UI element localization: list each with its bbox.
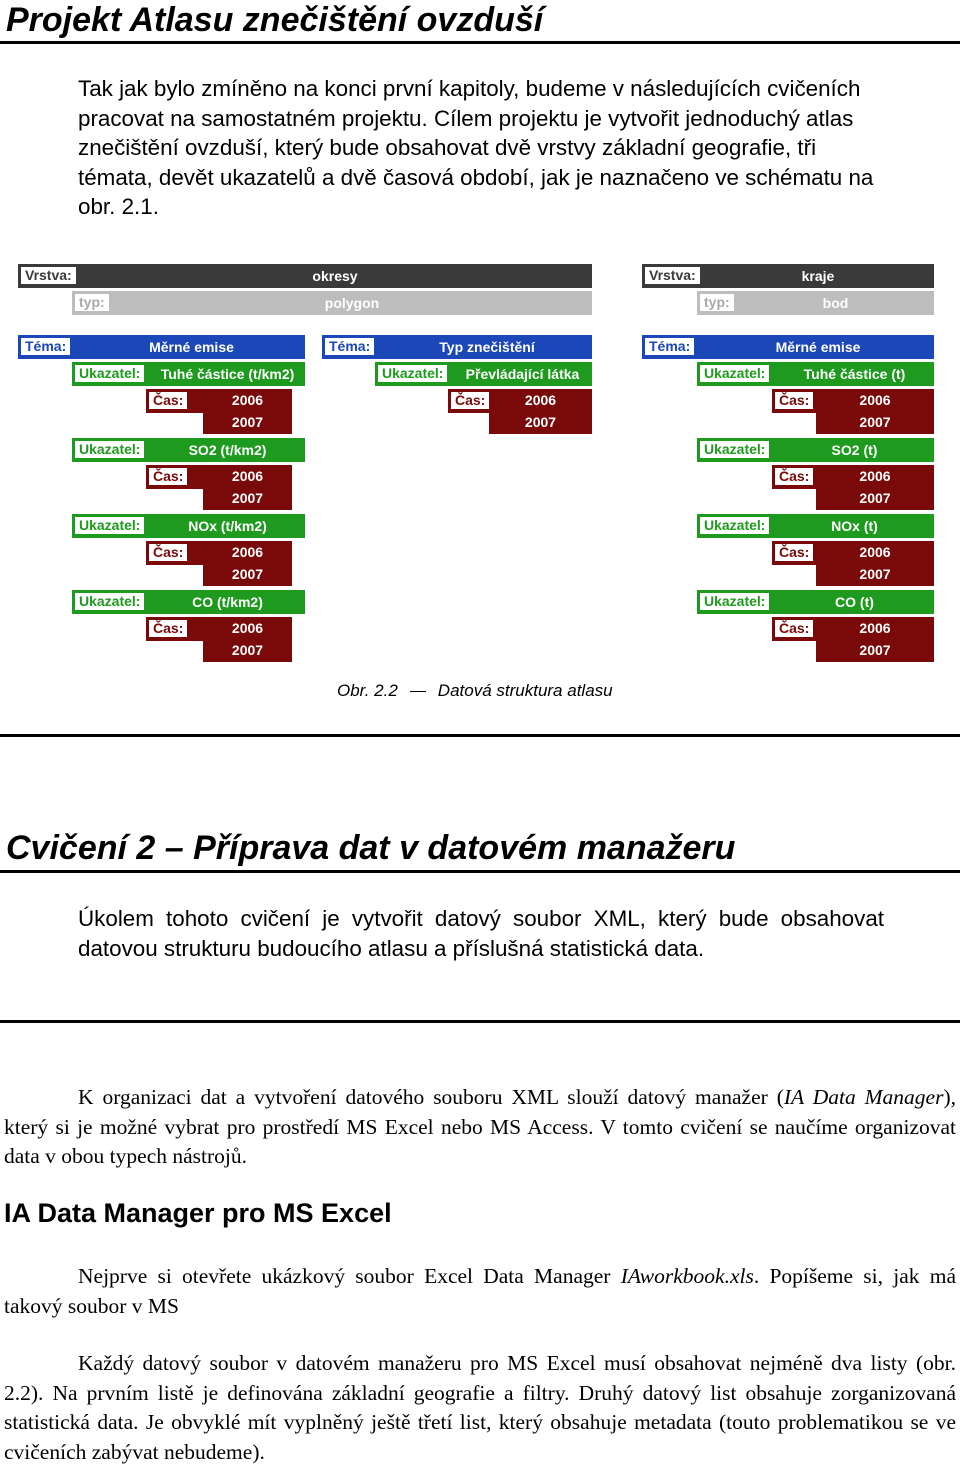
open-file-paragraph: Nejprve si otevřete ukázkový soubor Excel Data Manager IAworkbook.xls. Popíšeme si, jak má takový soubor v MS (4, 1264, 956, 1318)
task-rule (0, 1020, 960, 1023)
indicator-bar (375, 362, 592, 386)
year-block (203, 389, 292, 434)
year-block (203, 617, 292, 662)
year-item: 2006 (859, 620, 891, 636)
indicator-name: CO (t/km2) (192, 594, 263, 610)
indicator-bar (72, 438, 305, 462)
exercise-title: Cvičení 2 – Příprava dat v datovém manažeru (6, 829, 736, 867)
layer-bar-okresy (18, 264, 592, 288)
layer-bar-kraje (642, 264, 934, 288)
product-name: IA Data Manager (783, 1085, 944, 1109)
theme-bar (642, 335, 934, 359)
theme-bar (18, 335, 305, 359)
time-label: Čas: (775, 468, 813, 485)
indicator-name: SO2 (t/km2) (188, 442, 267, 458)
year-item: 2007 (859, 490, 891, 506)
time-bar (448, 389, 491, 413)
year-item: 2006 (231, 468, 264, 484)
indicator-label: Ukazatel: (75, 441, 144, 458)
indicator-name: SO2 (t) (831, 442, 878, 458)
indicator-label: Ukazatel: (700, 441, 769, 458)
layer-name: okresy (312, 268, 358, 284)
indicator-bar (697, 438, 934, 462)
type-bar-polygon (72, 291, 592, 315)
year-item: 2006 (231, 392, 264, 408)
time-label: Čas: (149, 468, 187, 485)
figure-caption (337, 681, 613, 701)
year-block (203, 541, 292, 586)
year-item: 2007 (231, 414, 264, 430)
time-label: Čas: (775, 620, 813, 637)
time-bar (772, 389, 818, 413)
time-label: Čas: (451, 392, 489, 409)
indicator-name: CO (t) (835, 594, 874, 610)
year-block (816, 541, 934, 586)
type-name: polygon (324, 295, 380, 311)
year-item: 2007 (859, 414, 891, 430)
year-item: 2007 (231, 490, 264, 506)
year-item: 2006 (859, 468, 891, 484)
year-block (816, 465, 934, 510)
caption-text: Datová struktura atlasu (437, 681, 613, 700)
intro-paragraph: Tak jak bylo zmíněno na konci první kapitoly, budeme v následujících cvičeních pracovat na samostatném projektu. Cílem projektu je vytvořit jednoduchý atlas znečištění ovzduší, který bude obsahovat dvě vrstvy základní geografie, tři témata, devět ukazatelů a dvě časová období, jak je naznačeno ve schématu na obr. 2.1. (78, 76, 874, 219)
indicator-name: Převládající látka (465, 366, 580, 382)
year-block (203, 465, 292, 510)
time-bar (146, 617, 205, 641)
file-name: IAworkbook.xls (620, 1264, 754, 1288)
indicator-bar (697, 514, 934, 538)
year-item: 2007 (859, 642, 891, 658)
title-rule (0, 41, 960, 44)
indicator-bar (697, 590, 934, 614)
indicator-bar (72, 514, 305, 538)
year-item: 2007 (231, 642, 264, 658)
time-bar (146, 465, 205, 489)
indicator-label: Ukazatel: (378, 365, 447, 382)
data-manager-paragraph: K organizaci dat a vytvoření datového souboru XML slouží datový manažer (IA Data Manager), který si je možné vybrat pro prostředí MS Excel nebo MS Access. V tomto cvičení se naučíme organizovat data v obou typech nástrojů. (4, 1085, 956, 1168)
indicator-label: Ukazatel: (75, 517, 144, 534)
indicator-label: Ukazatel: (75, 593, 144, 610)
theme-label: Téma: (21, 338, 70, 355)
indicator-name: NOx (t) (831, 518, 878, 534)
year-item: 2006 (231, 620, 264, 636)
indicator-label: Ukazatel: (700, 593, 769, 610)
year-item: 2007 (859, 566, 891, 582)
type-name: bod (822, 295, 849, 311)
time-bar (772, 541, 818, 565)
time-label: Čas: (149, 392, 187, 409)
time-label: Čas: (775, 392, 813, 409)
task-paragraph: Úkolem tohoto cvičení je vytvořit datový soubor XML, který bude obsahovat datovou strukturu budoucího atlasu a příslušná statistická data. (78, 906, 884, 961)
year-item: 2006 (231, 544, 264, 560)
type-label: typ: (700, 294, 734, 311)
theme-name: Měrné emise (149, 339, 234, 355)
indicator-bar (697, 362, 934, 386)
theme-bar (322, 335, 592, 359)
indicator-name: Tuhé částice (t) (803, 366, 906, 382)
time-bar (146, 541, 205, 565)
indicator-name: NOx (t/km2) (188, 518, 267, 534)
theme-label: Téma: (645, 338, 694, 355)
year-block (816, 389, 934, 434)
subheading-excel: IA Data Manager pro MS Excel (4, 1198, 392, 1228)
page-title: Projekt Atlasu znečištění ovzduší (6, 1, 544, 39)
caption-number: Obr. 2.2 (337, 681, 398, 700)
theme-label: Téma: (325, 338, 374, 355)
theme-name: Typ znečištění (439, 339, 535, 355)
time-label: Čas: (775, 544, 813, 561)
year-item: 2006 (859, 544, 891, 560)
time-label: Čas: (149, 620, 187, 637)
year-item: 2007 (231, 566, 264, 582)
indicator-bar (72, 590, 305, 614)
sheets-paragraph: Každý datový soubor v datovém manažeru pro MS Excel musí obsahovat nejméně dva listy (obr. 2.2). Na prvním listě je definována základní geografie a filtry. Druhý datový list obsahuje zorganizovaná statistická data. Je obvyklé mít vyplněný ještě třetí list, který obsahuje metadata (touto problematikou se ve cvičeních zabývat nebudeme). (4, 1351, 956, 1464)
type-label: typ: (75, 294, 109, 311)
indicator-label: Ukazatel: (700, 365, 769, 382)
year-block (489, 389, 592, 434)
indicator-name: Tuhé částice (t/km2) (160, 366, 295, 382)
year-block (816, 617, 934, 662)
indicator-label: Ukazatel: (75, 365, 144, 382)
year-item: 2006 (859, 392, 891, 408)
year-item: 2007 (524, 414, 557, 430)
indicator-bar (72, 362, 305, 386)
year-item: 2006 (524, 392, 557, 408)
section-rule-top (0, 734, 960, 737)
time-bar (772, 617, 818, 641)
time-bar (146, 389, 205, 413)
layer-name: kraje (801, 268, 835, 284)
layer-label: Vrstva: (21, 267, 76, 284)
indicator-label: Ukazatel: (700, 517, 769, 534)
layer-label: Vrstva: (645, 267, 700, 284)
theme-name: Měrné emise (775, 339, 861, 355)
time-label: Čas: (149, 544, 187, 561)
time-bar (772, 465, 818, 489)
type-bar-bod (697, 291, 934, 315)
exercise-title-rule (0, 870, 960, 873)
